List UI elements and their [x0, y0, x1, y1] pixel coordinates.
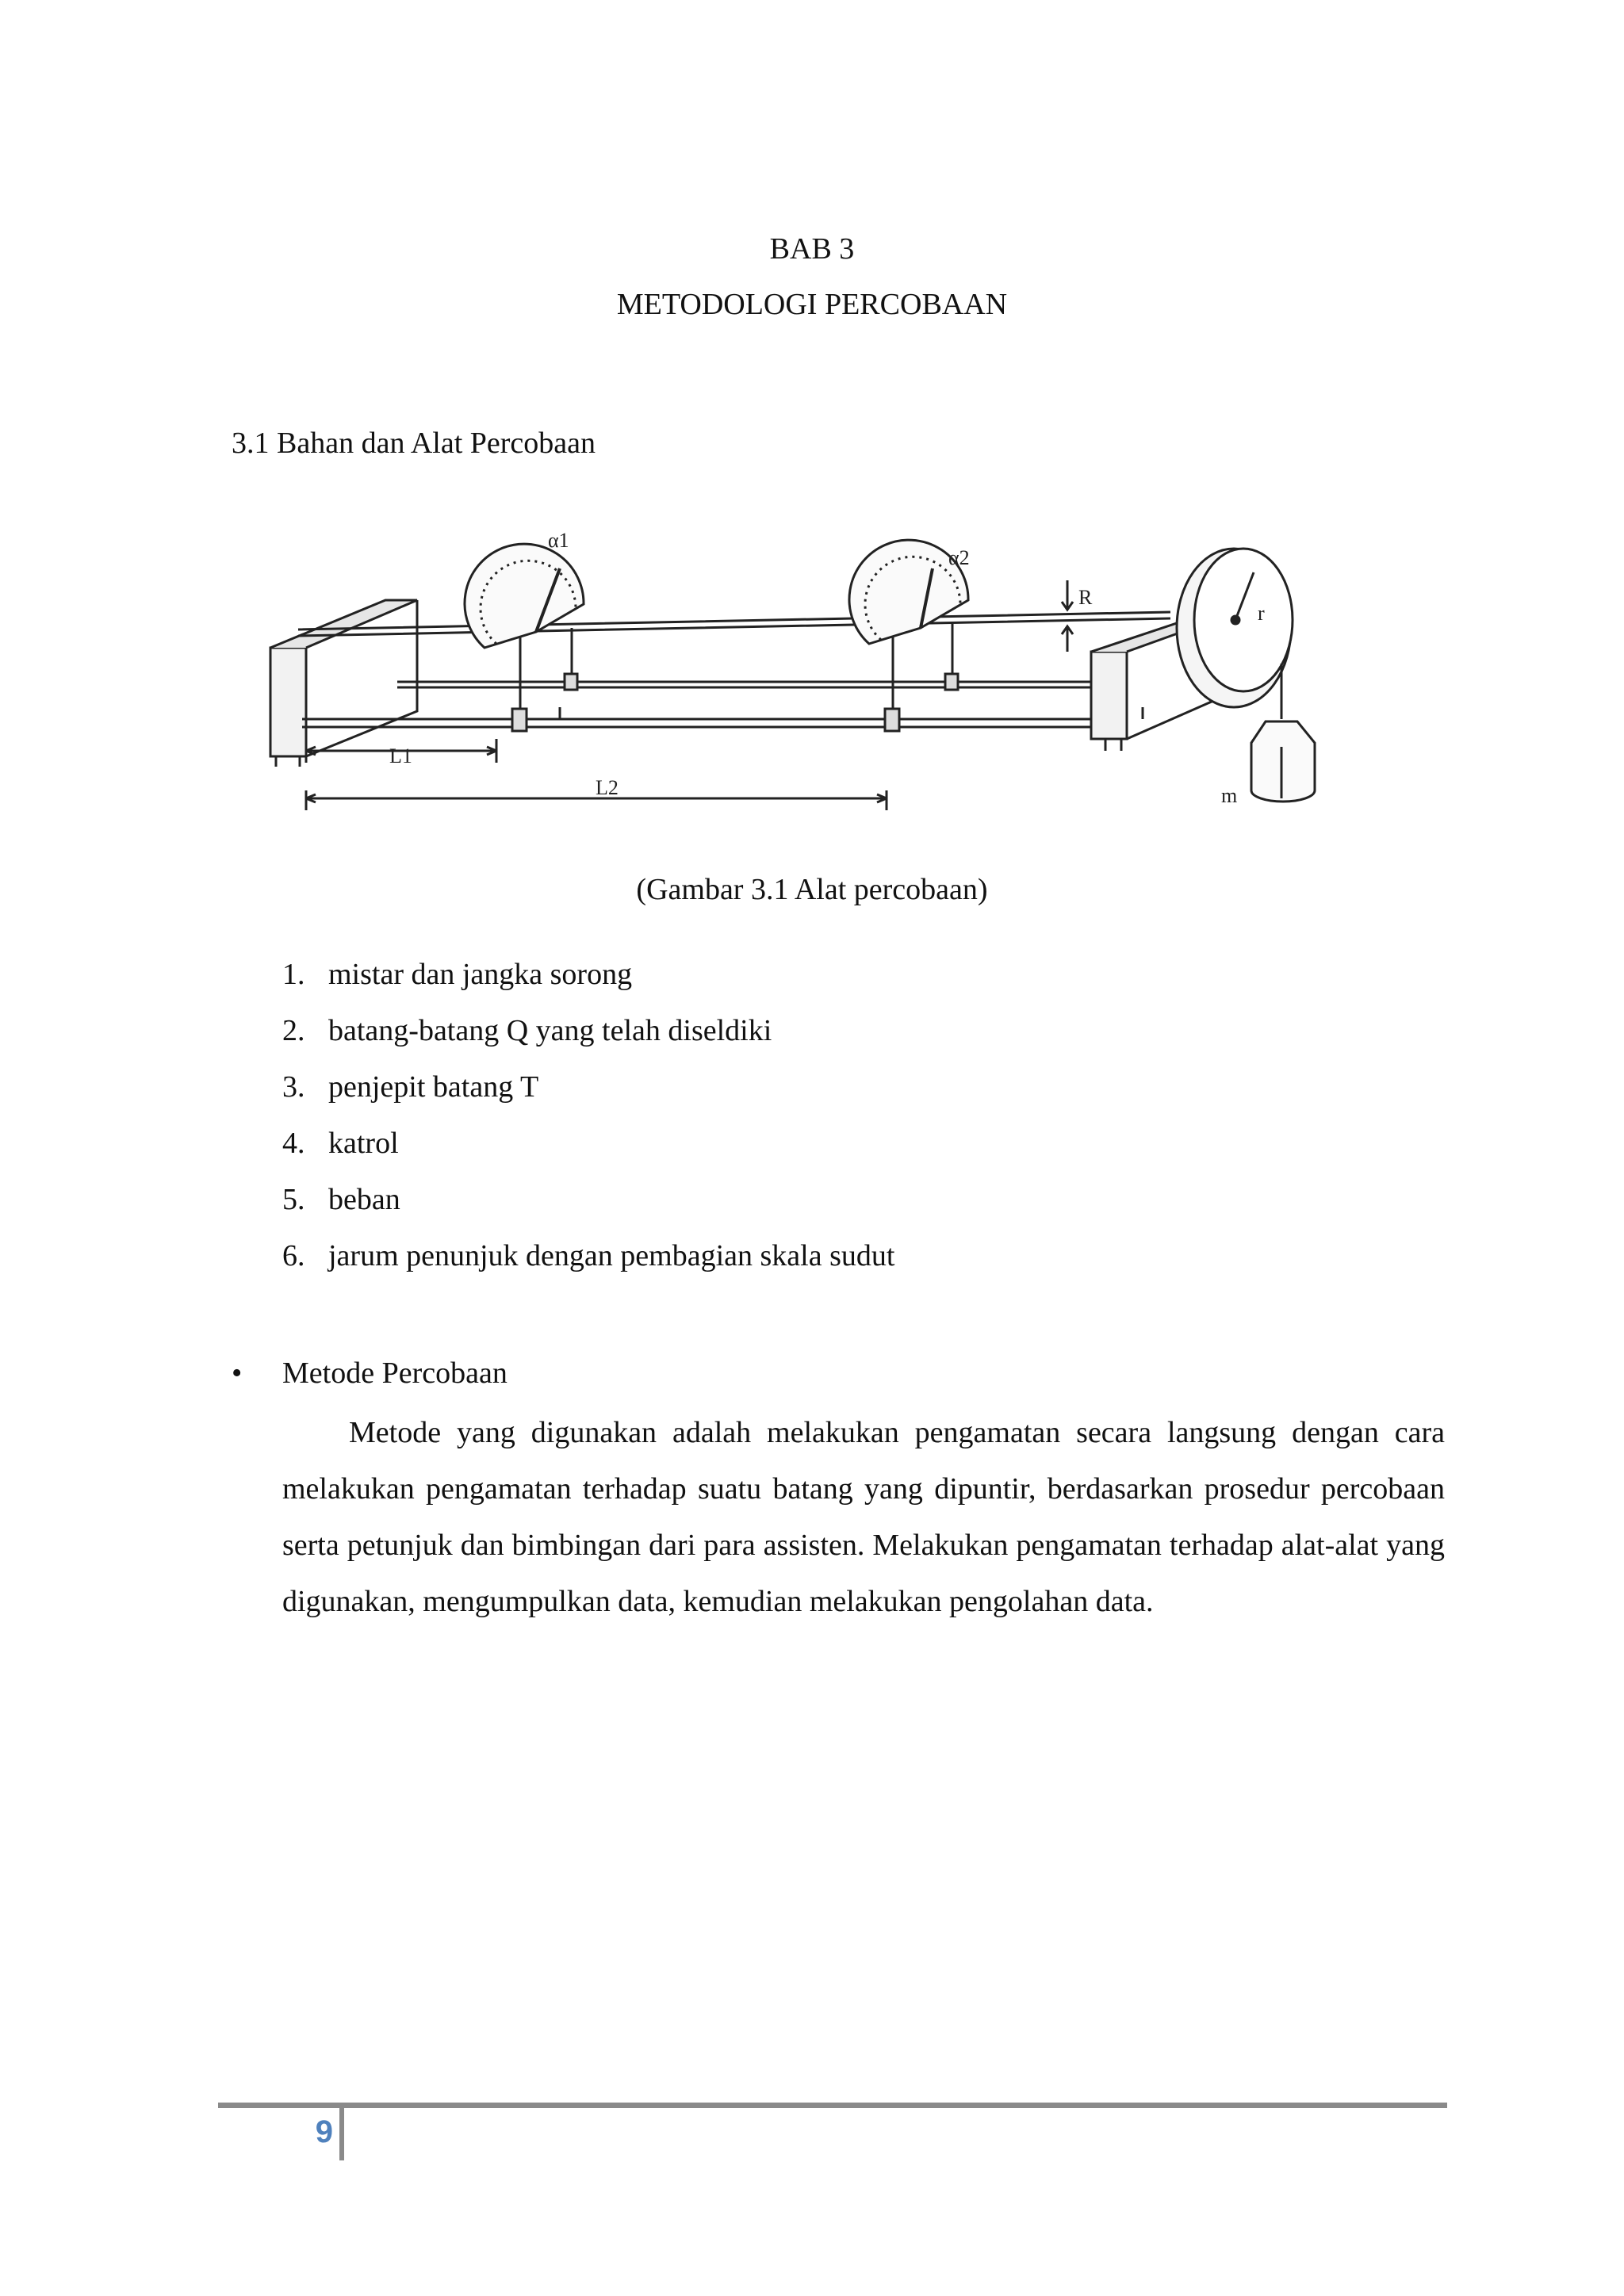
list-number: 6.: [282, 1239, 305, 1272]
L2-label: L2: [596, 776, 619, 799]
list-text: batang-batang Q yang telah diseldiki: [328, 1014, 772, 1047]
method-paragraph: Metode yang digunakan adalah melakukan pengamatan secara langsung dengan cara melakukan pengamatan terhadap suatu batang yang dipuntir, berdasarkan prosedur percobaan serta petunjuk dan bimbingan dari para assisten. Melakukan pengamatan terhadap alat-alat yang digunakan, mengumpulkan data, kemudian melakukan pengolahan data.: [282, 1416, 1445, 1618]
alpha2-label: α2: [948, 546, 970, 569]
right-support-block: [1091, 652, 1127, 739]
list-text: katrol: [328, 1127, 399, 1160]
m-label: m: [1221, 784, 1238, 807]
list-item: [282, 955, 894, 1012]
list-text: jarum penunjuk dengan pembagian skala sudut: [328, 1239, 895, 1272]
list-number: 4.: [282, 1127, 305, 1160]
base-rail: [302, 719, 1099, 727]
list-text: mistar dan jangka sorong: [328, 958, 633, 991]
list-item: [282, 1237, 894, 1293]
method-title: Metode Percobaan: [282, 1357, 508, 1390]
left-support-block: [270, 648, 306, 756]
bullet-icon: •: [232, 1357, 243, 1390]
footer-divider: [218, 2103, 1447, 2108]
alpha1-label: α1: [548, 529, 569, 552]
list-text: beban: [328, 1183, 400, 1216]
tool-list: [282, 955, 894, 1293]
hanging-weight: [1251, 721, 1315, 802]
page-number-separator: [339, 2108, 344, 2160]
list-item: [282, 1068, 894, 1124]
list-number: 5.: [282, 1183, 305, 1216]
list-item: [282, 1012, 894, 1068]
list-number: 3.: [282, 1070, 305, 1104]
list-text: penjepit batang T: [328, 1070, 539, 1104]
list-item: [282, 1124, 894, 1181]
section-title: 3.1 Bahan dan Alat Percobaan: [232, 427, 596, 460]
R-label: R: [1078, 586, 1093, 609]
r-label: r: [1258, 602, 1265, 625]
method-heading: [232, 1356, 508, 1391]
chapter-number: BAB 3: [769, 232, 855, 266]
page-number: 9: [315, 2114, 333, 2149]
test-rod: [298, 612, 1170, 636]
L1-label: L1: [389, 744, 412, 767]
protractor-1: [465, 544, 584, 648]
apparatus-figure: [235, 525, 1329, 832]
list-number: 2.: [282, 1014, 305, 1047]
figure-caption: (Gambar 3.1 Alat percobaan): [636, 873, 988, 906]
chapter-title: METODOLOGI PERCOBAAN: [616, 288, 1008, 321]
list-item: [282, 1181, 894, 1237]
list-number: 1.: [282, 958, 305, 991]
